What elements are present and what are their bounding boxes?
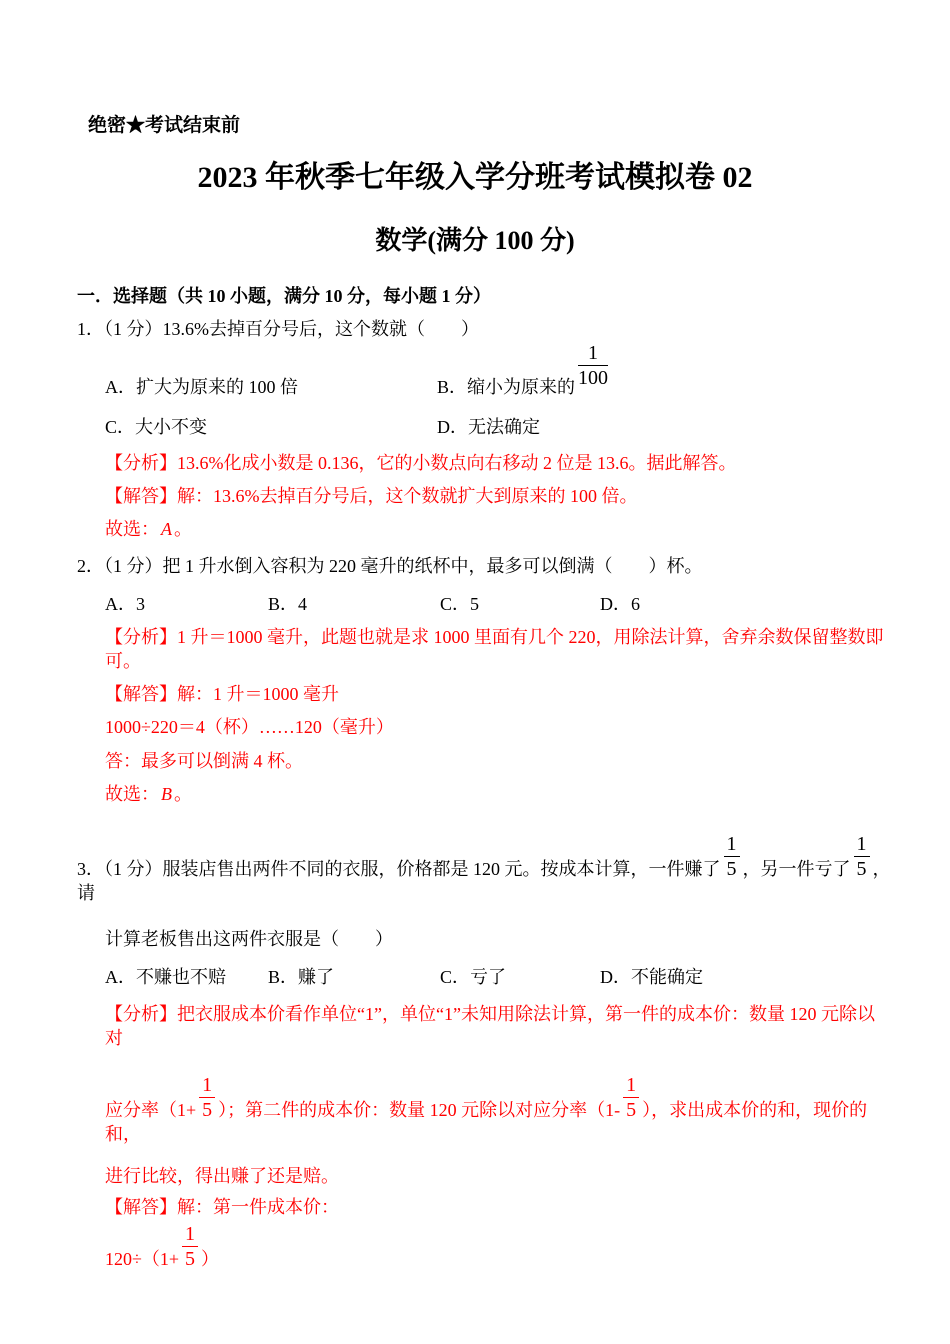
question-2-answer-line [105, 782, 892, 806]
question-2-options-row [105, 590, 892, 616]
exam-subject-line: 数学(满分 100 分) [375, 226, 575, 255]
section-heading: 一．选择题（共 10 小题，满分 10 分，每小题 1 分） [77, 286, 491, 306]
question-3-text-line-2: 计算老板售出这两件衣服是（ ） [105, 929, 393, 949]
question-1-option-b [437, 342, 611, 399]
question-3-text-part: ，另一件亏了 [742, 859, 851, 879]
question-3-options-row [105, 963, 892, 989]
question-2-analysis: 【分析】1 升＝1000 毫升，此题也就是求 1000 里面有几个 220，用除法计算，舍弃余数保留整数即可。 [105, 627, 884, 671]
question-1-option-a: A．扩大为原来的 100 倍 [105, 377, 298, 397]
question-3-option-c: C．亏了 [440, 967, 507, 987]
question-3-option-a: A．不赚也不赔 [105, 967, 226, 987]
question-2-option-c: C．5 [440, 594, 480, 614]
question-3-analysis-line-1: 【分析】把衣服成本价看作单位“1”，单位“1”未知用除法计算，第一件的成本价：数量 120 元除以对 [105, 1004, 875, 1048]
question-3-text-part: 3．（1 分）服装店售出两件不同的衣服，价格都是 120 元。按成本计算，一件赚了 [77, 859, 721, 879]
question-2-option-b: B．4 [268, 594, 308, 614]
security-notice: 绝密★考试结束前 [88, 115, 241, 136]
answer-letter: A [161, 519, 172, 539]
fraction-1-over-100: $\frac{1}{100}$ [578, 342, 609, 389]
question-2-text: 2．（1 分）把 1 升水倒入容积为 220 毫升的纸杯中，最多可以倒满（ ）杯。 [77, 556, 703, 576]
question-1-answer-line [105, 517, 892, 541]
analysis-text-part: ）；第二件的成本价：数量 120 元除以对应分率（1- [218, 1100, 621, 1120]
question-3-analysis-line-3: 进行比较，得出赚了还是赔。 [105, 1166, 339, 1186]
question-3-analysis-line-2 [105, 1074, 892, 1146]
question-1-option-d: D．无法确定 [437, 417, 540, 437]
question-1-options-row-1 [105, 342, 892, 399]
question-2-work: 1000÷220＝4（杯）……120（毫升） [105, 717, 394, 737]
page-title: 2023 年秋季七年级入学分班考试模拟卷 02 [197, 161, 753, 194]
question-1-text: 1．（1 分）13.6%去掉百分号后，这个数就（ ） [77, 319, 479, 339]
question-1-analysis: 【分析】13.6%化成小数是 0.136，它的小数点向右移动 2 位是 13.6。据此解答。 [105, 453, 737, 473]
fraction-1-over-5: $\frac{1}{5}$ [623, 1074, 639, 1121]
fraction-1-over-5: $\frac{1}{5}$ [854, 833, 870, 880]
question-3-work-line [105, 1223, 892, 1271]
question-2-option-d: D．6 [600, 594, 640, 614]
analysis-text-part: 应分率（1+ [105, 1100, 197, 1120]
work-text-part: 120÷（1+ [105, 1249, 180, 1269]
question-2-answer-sentence: 答：最多可以倒满 4 杯。 [105, 751, 303, 771]
question-1-solution: 【解答】解：13.6%去掉百分号后，这个数就扩大到原来的 100 倍。 [105, 486, 638, 506]
answer-prefix: 故选： [105, 519, 159, 539]
question-3-text-line-1 [77, 833, 892, 905]
answer-letter: B [161, 784, 172, 804]
question-3-solution: 【解答】解：第一件成本价： [105, 1197, 339, 1217]
analysis-text-part: ），求出成本价的和，现价的和， [105, 1100, 868, 1144]
fraction-1-over-5: $\frac{1}{5}$ [182, 1223, 198, 1270]
answer-period: 。 [174, 784, 192, 804]
question-1-options-row-2 [105, 413, 892, 439]
answer-prefix: 故选： [105, 784, 159, 804]
fraction-1-over-5: $\frac{1}{5}$ [724, 833, 740, 880]
question-1-option-c: C．大小不变 [105, 417, 208, 437]
question-2-option-a: A．3 [105, 594, 145, 614]
question-2-solution: 【解答】解：1 升＝1000 毫升 [105, 684, 339, 704]
fraction-1-over-5: $\frac{1}{5}$ [199, 1074, 215, 1121]
question-3-option-d: D．不能确定 [600, 967, 703, 987]
question-3-option-b: B．赚了 [268, 967, 335, 987]
answer-period: 。 [174, 519, 192, 539]
question-1-option-b-label: B．缩小为原来的 [437, 377, 576, 397]
question-3-text-part: ，请 [77, 859, 891, 903]
work-text-part: ） [201, 1249, 220, 1269]
